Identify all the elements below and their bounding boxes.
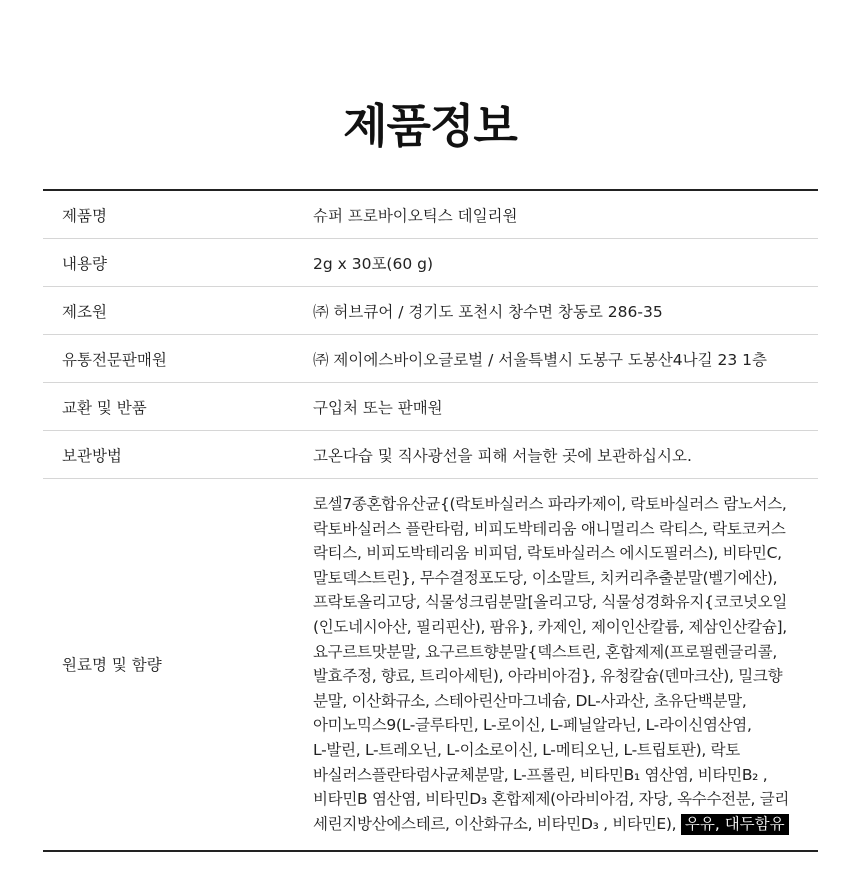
ingredient-line-text: 세린지방산에스테르, 이산화규소, 비타민D₃ , 비타민E), [313, 814, 681, 833]
ingredient-line: 바실러스플란타럼사균체분말, L-프롤린, 비타민B₁ 염산염, 비타민B₂ , [313, 765, 768, 784]
row-label: 제품명 [62, 206, 107, 225]
info-row-ingredients [43, 479, 818, 850]
row-label: 원료명 및 함량 [62, 656, 162, 675]
row-value: 슈퍼 프로바이오틱스 데일리원 [313, 206, 518, 225]
ingredient-line: 분말, 이산화규소, 스테아린산마그네슘, DL-사과산, 초유단백분말, [313, 691, 747, 710]
ingredient-line: 로셀7종혼합유산균{(락토바실러스 파라카제이, 락토바실러스 람노서스, [313, 495, 787, 513]
row-value: 고온다습 및 직사광선을 피해 서늘한 곳에 보관하십시오. [313, 446, 692, 465]
row-value: 2g x 30포(60 g) [313, 254, 434, 273]
ingredient-line: 프락토올리고당, 식물성크림분말[올리고당, 식물성경화유지{코코넛오일 [313, 593, 788, 612]
info-row-product-name [43, 191, 818, 239]
ingredient-line: (인도네시아산, 필리핀산), 팜유}, 카제인, 제이인산칼륨, 제삼인산칼슘], [313, 617, 787, 636]
info-row-capacity [43, 239, 818, 287]
ingredient-line: 발효주정, 향료, 트리아세틴), 아라비아검}, 유청칼슘(덴마크산), 밀크향 [313, 667, 783, 686]
ingredient-line: 요구르트맛분말, 요구르트향분말{덱스트린, 혼합제제(프로필렌글리콜, [313, 642, 777, 661]
row-label: 내용량 [62, 254, 107, 273]
ingredient-line: 말토덱스트린}, 무수결정포도당, 이소말트, 치커리추출분말(벨기에산), [313, 568, 778, 587]
info-row-distributor [43, 335, 818, 383]
ingredients-text [313, 492, 818, 836]
row-label: 교환 및 반품 [62, 398, 147, 417]
ingredient-line-last [313, 812, 818, 837]
page-title: 제품정보 [343, 99, 517, 153]
ingredient-line: 아미노믹스9(L-글루타민, L-로이신, L-페닐알라닌, L-라이신염산염, [313, 716, 752, 735]
ingredient-line: 락토바실러스 플란타럼, 비피도박테리움 애니멀리스 락티스, 락토코커스 [313, 519, 786, 538]
ingredient-line: 비타민B 염산염, 비타민D₃ 혼합제제(아라비아검, 자당, 옥수수전분, 글리 [313, 790, 790, 809]
row-value: 구입처 또는 판매원 [313, 398, 443, 417]
product-info-table [43, 189, 818, 852]
row-label: 유통전문판매원 [62, 350, 167, 369]
row-value: ㈜ 허브큐어 / 경기도 포천시 창수면 창동로 286-35 [313, 302, 663, 321]
row-value: ㈜ 제이에스바이오글로벌 / 서울특별시 도봉구 도봉산4나길 23 1층 [313, 350, 768, 369]
allergen-badge: 우유, 대두함유 [681, 814, 789, 835]
ingredient-line: 락티스, 비피도박테리움 비피덤, 락토바실러스 에시도필러스), 비타민C, [313, 544, 782, 563]
row-label: 보관방법 [62, 446, 122, 465]
ingredient-line: L-발린, L-트레오닌, L-이소로이신, L-메티오닌, L-트립토판), 락토 [313, 740, 740, 759]
info-row-storage [43, 431, 818, 479]
row-label: 제조원 [62, 302, 107, 321]
info-row-exchange-return [43, 383, 818, 431]
info-row-manufacturer [43, 287, 818, 335]
